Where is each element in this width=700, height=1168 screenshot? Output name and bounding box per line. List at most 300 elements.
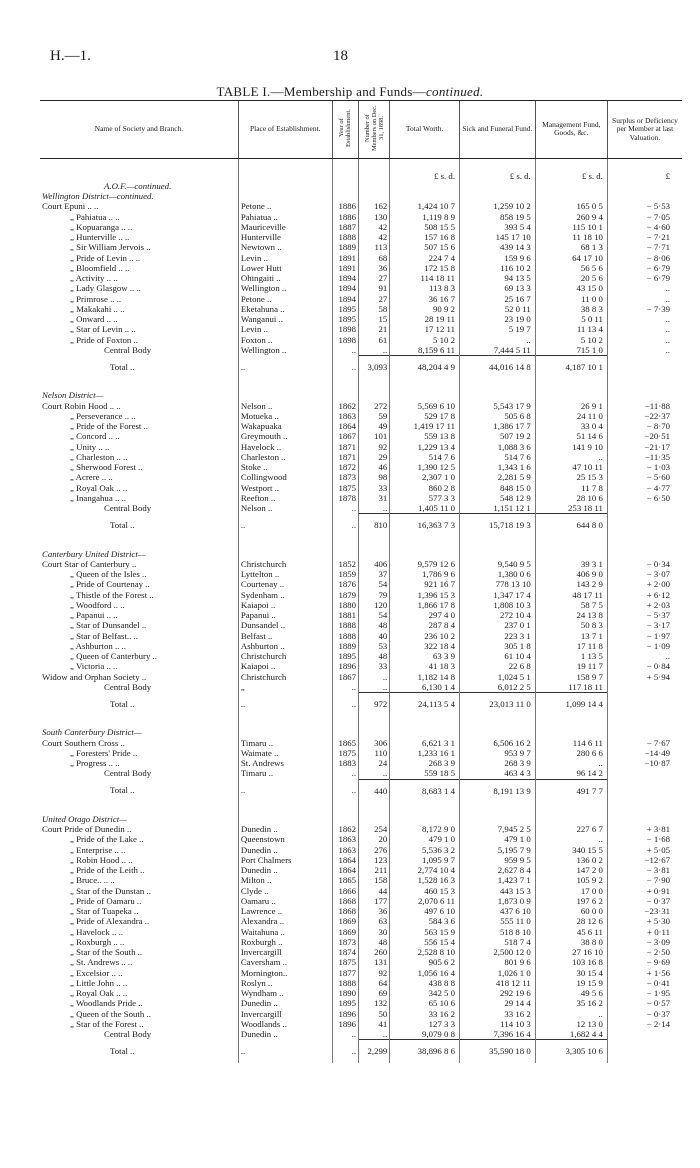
total-worth: 113 8 3 (390, 283, 460, 293)
society-name: „ Little John .. .. (70, 977, 128, 988)
district-heading-blank (332, 715, 358, 737)
members: 406 (359, 559, 390, 569)
members: .. (359, 1029, 390, 1040)
table-row (40, 1009, 682, 1019)
year: 1862 (332, 401, 358, 411)
total-row (40, 1040, 682, 1063)
total-worth: 114 18 11 (390, 273, 460, 283)
surplus (607, 1029, 682, 1040)
surplus: − 0·37 (607, 896, 682, 906)
total-worth: 157 16 8 (390, 232, 460, 242)
members: 92 (359, 442, 390, 452)
district-heading-blank (607, 378, 682, 400)
total-worth: 1,405 11 0 (390, 503, 460, 514)
society-name: „ Enterprise .. .. (70, 844, 126, 855)
sick-fund: 1,151 12 1 (460, 503, 536, 514)
surplus (607, 1040, 682, 1063)
place: Westport .. (238, 483, 332, 493)
place: Lower Hutt (238, 263, 332, 273)
society-name: Central Body (104, 503, 152, 513)
sick-fund: 1,808 10 3 (460, 600, 536, 610)
district-heading-row (40, 802, 682, 824)
place: Dunsandel .. (238, 620, 332, 630)
year: 1883 (332, 758, 358, 768)
surplus: − 7·21 (607, 232, 682, 242)
society-name: Central Body (104, 344, 152, 355)
society-name: „ Pride of the Forest .. (70, 421, 148, 431)
society-name: „ Pride of Oamaru .. (70, 895, 142, 906)
year: 1864 (332, 855, 358, 865)
year: 1863 (332, 845, 358, 855)
total-worth: 16,363 7 3 (390, 514, 460, 537)
surplus (607, 682, 682, 693)
society-name: „ Star of Tuapeka .. (70, 906, 139, 916)
management-fund: 4,187 10 1 (535, 356, 607, 379)
table-row (40, 845, 682, 855)
place: Belfast .. (238, 631, 332, 641)
table-row (40, 641, 682, 651)
place: Caversham .. (238, 957, 332, 967)
sick-fund: 514 7 6 (460, 452, 536, 462)
table-row (40, 335, 682, 345)
year: 1875 (332, 748, 358, 758)
year: 1888 (332, 978, 358, 988)
society-name: „ Onward .. .. (70, 314, 118, 324)
management-fund: 117 18 11 (535, 682, 607, 693)
table-row (40, 431, 682, 441)
management-fund: 26 9 1 (535, 401, 607, 411)
year: 1869 (332, 916, 358, 926)
society-name: „ Hunterville .. .. (70, 232, 130, 242)
sick-fund: 145 17 10 (460, 232, 536, 242)
members: 54 (359, 610, 390, 620)
district-heading-blank (238, 802, 332, 824)
place: Wellington .. (238, 345, 332, 356)
year: 1880 (332, 600, 358, 610)
year: 1868 (332, 906, 358, 916)
management-fund: 141 9 10 (535, 442, 607, 452)
society-name: „ Pride of Alexandra .. (70, 916, 150, 927)
place: Pahiatua .. (238, 212, 332, 222)
year: 1894 (332, 294, 358, 304)
management-fund: 28 10 6 (535, 493, 607, 503)
place: Queenstown (238, 834, 332, 844)
place: Roxburgh .. (238, 937, 332, 947)
col-header-place: Place of Establishment. (238, 101, 332, 159)
members: 44 (359, 886, 390, 896)
table-title-main: TABLE I.—Membership and Funds— (216, 84, 426, 99)
society-name: „ Queen of the South .. (70, 1008, 151, 1019)
district-heading: Nelson District— (42, 390, 104, 401)
members: 36 (359, 263, 390, 273)
table-row (40, 590, 682, 600)
management-fund: 260 9 4 (535, 212, 607, 222)
society-name: „ Charleston .. .. (70, 451, 128, 462)
sick-fund: 548 12 9 (460, 493, 536, 503)
sick-fund: 507 19 2 (460, 431, 536, 441)
year: 1888 (332, 232, 358, 242)
district-heading-blank (607, 191, 682, 201)
management-fund: 24 13 8 (535, 610, 607, 620)
members: 58 (359, 304, 390, 314)
table-row (40, 294, 682, 304)
society-name: „ Star of the South .. (70, 947, 143, 957)
place: Wanganui .. (238, 314, 332, 324)
surplus: − 3·09 (607, 937, 682, 947)
total-worth: 559 18 5 (390, 768, 460, 779)
management-fund: .. (535, 758, 607, 768)
surplus: −12·67 (607, 855, 682, 865)
district-heading-blank (238, 191, 332, 201)
col-header-management: Management Fund, Goods, &c. (535, 101, 607, 159)
total-worth: 268 3 9 (390, 758, 460, 768)
year: 1881 (332, 610, 358, 620)
page-header-code: H.—1. (50, 48, 91, 64)
year: 1886 (332, 201, 358, 211)
table-row (40, 201, 682, 211)
society-name: „ Sir William Jervois .. (70, 242, 151, 253)
district-heading-blank (359, 802, 390, 824)
society-name: „ Woodlands Pride .. (70, 998, 143, 1009)
society-name: „ St. Andrews .. .. (70, 957, 133, 968)
total-worth: 1,528 16 3 (390, 875, 460, 885)
place: Ashburton .. (238, 641, 332, 651)
table-row (40, 896, 682, 906)
table-row (40, 738, 682, 748)
unit-label: £ (607, 158, 682, 181)
place: Invercargill (238, 947, 332, 957)
management-fund: 143 2 9 (535, 579, 607, 589)
members: 59 (359, 411, 390, 421)
management-fund: 96 14 2 (535, 768, 607, 779)
place: Clyde .. (238, 886, 332, 896)
year: 1886 (332, 212, 358, 222)
management-fund: .. (535, 452, 607, 462)
sick-fund: 94 13 5 (460, 273, 536, 283)
surplus: − 0·37 (607, 1009, 682, 1019)
district-heading-blank (390, 191, 460, 201)
year: .. (332, 1029, 358, 1040)
unit-empty (40, 158, 238, 181)
year: 1863 (332, 411, 358, 421)
sick-fund: 69 13 3 (460, 283, 536, 293)
total-worth: 287 8 4 (390, 620, 460, 630)
col-header-year (332, 101, 358, 159)
society-name: Total .. (110, 785, 135, 795)
sick-fund: 5 19 7 (460, 324, 536, 334)
place: Newtown .. (238, 242, 332, 252)
table-row (40, 273, 682, 283)
total-worth: 1,233 16 1 (390, 748, 460, 758)
year: .. (332, 514, 358, 537)
surplus (607, 768, 682, 779)
surplus: −10·87 (607, 758, 682, 768)
surplus: + 2·03 (607, 600, 682, 610)
place: Papanui .. (238, 610, 332, 620)
year: 1891 (332, 263, 358, 273)
total-worth: 460 15 3 (390, 886, 460, 896)
members: 79 (359, 590, 390, 600)
society-name: Central Body (104, 681, 152, 692)
management-fund: 20 5 6 (535, 273, 607, 283)
table-row (40, 569, 682, 579)
table-row (40, 503, 682, 514)
table-row (40, 314, 682, 324)
total-worth: 224 7 4 (390, 253, 460, 263)
district-heading-blank (535, 715, 607, 737)
place: Alexandra .. (238, 916, 332, 926)
management-fund: 197 6 2 (535, 896, 607, 906)
year: 1873 (332, 937, 358, 947)
management-fund: 105 9 2 (535, 875, 607, 885)
district-heading-blank (607, 537, 682, 559)
district-heading-blank (238, 378, 332, 400)
management-fund: 30 15 4 (535, 968, 607, 978)
year: 1888 (332, 631, 358, 641)
members: .. (359, 682, 390, 693)
management-fund: 114 6 11 (535, 738, 607, 748)
management-fund: 227 6 7 (535, 824, 607, 834)
sick-fund: 518 7 4 (460, 937, 536, 947)
society-name: Court Southern Cross .. (42, 737, 125, 748)
sick-fund: 858 19 5 (460, 212, 536, 222)
district-heading-blank (390, 378, 460, 400)
place: Mauriceville (238, 222, 332, 232)
members: 276 (359, 845, 390, 855)
total-worth: 9,079 0 8 (390, 1029, 460, 1040)
members: 36 (359, 906, 390, 916)
surplus: − 7·67 (607, 738, 682, 748)
society-name: „ Havelock .. .. (70, 926, 124, 937)
total-worth: 8,172 9 0 (390, 824, 460, 834)
society-name: „ Ashburton .. .. (70, 640, 126, 651)
total-worth: 172 15 8 (390, 263, 460, 273)
sick-fund: 23 19 0 (460, 314, 536, 324)
society-name: Central Body (104, 768, 152, 779)
management-fund: 5 0 11 (535, 314, 607, 324)
total-worth: 6,130 1 4 (390, 682, 460, 693)
district-heading-blank (460, 537, 536, 559)
table-row (40, 212, 682, 222)
society-name: „ Star of Levin .. .. (70, 324, 136, 335)
table-row (40, 324, 682, 334)
year: 1896 (332, 1019, 358, 1029)
surplus: .. (607, 335, 682, 345)
table-row (40, 672, 682, 682)
col-header-year-text: Year of Establishment. (338, 109, 353, 147)
total-worth: 507 15 6 (390, 242, 460, 252)
sick-fund: 1,347 17 4 (460, 590, 536, 600)
year: 1869 (332, 927, 358, 937)
total-worth: 28 19 11 (390, 314, 460, 324)
sick-fund: 7,945 2 5 (460, 824, 536, 834)
place: Sydenham .. (238, 590, 332, 600)
year: 1863 (332, 834, 358, 844)
surplus: − 7·71 (607, 242, 682, 252)
surplus: − 3·07 (607, 569, 682, 579)
management-fund: 35 16 2 (535, 998, 607, 1008)
society-name: „ Queen of the Isles .. (70, 569, 147, 579)
table-row (40, 493, 682, 503)
management-fund: 60 0 0 (535, 906, 607, 916)
sick-fund: 159 9 6 (460, 253, 536, 263)
society-name: Total .. (110, 698, 135, 709)
society-name: „ Lady Glasgow .. .. (70, 283, 141, 294)
col-header-name: Name of Society and Branch. (40, 101, 238, 159)
management-fund: 253 18 11 (535, 503, 607, 514)
management-fund: 50 8 3 (535, 620, 607, 630)
year: 1898 (332, 335, 358, 345)
members: 20 (359, 834, 390, 844)
table-row (40, 988, 682, 998)
table-row (40, 682, 682, 693)
surplus: .. (607, 314, 682, 324)
sick-fund: 463 4 3 (460, 768, 536, 779)
place: Milton .. (238, 875, 332, 885)
place: Waitahuna .. (238, 927, 332, 937)
management-fund: 17 0 0 (535, 886, 607, 896)
sick-fund: 29 14 4 (460, 998, 536, 1008)
management-fund: 56 5 6 (535, 263, 607, 273)
place: Dunedin .. (238, 998, 332, 1008)
management-fund: 115 10 1 (535, 222, 607, 232)
surplus: −21·17 (607, 442, 682, 452)
society-name: „ Woodford .. .. (70, 599, 125, 610)
year: .. (332, 779, 358, 802)
total-worth: 65 10 6 (390, 998, 460, 1008)
district-heading-blank (390, 802, 460, 824)
surplus: − 2·14 (607, 1019, 682, 1029)
surplus: + 0·11 (607, 927, 682, 937)
sick-fund: 848 15 0 (460, 483, 536, 493)
district-heading-blank (332, 537, 358, 559)
management-fund: 280 6 6 (535, 748, 607, 758)
total-row (40, 779, 682, 802)
place: Wyndham .. (238, 988, 332, 998)
district-heading-blank (359, 537, 390, 559)
management-fund: 51 14 6 (535, 431, 607, 441)
surplus: .. (607, 324, 682, 334)
place: Petone .. (238, 294, 332, 304)
table-row (40, 957, 682, 967)
society-name: „ Pride of the Leith .. (70, 865, 145, 875)
society-name: Total .. (110, 519, 135, 530)
management-fund: 1,682 4 4 (535, 1029, 607, 1040)
management-fund: 1 13 5 (535, 651, 607, 661)
district-heading-blank (390, 715, 460, 737)
sick-fund: 555 11 0 (460, 916, 536, 926)
total-worth: 236 10 2 (390, 631, 460, 641)
society-name: „ Roxburgh .. .. (70, 936, 125, 947)
members: 98 (359, 472, 390, 482)
table-row (40, 559, 682, 569)
sick-fund: 443 15 3 (460, 886, 536, 896)
total-worth: 48,204 4 9 (390, 356, 460, 379)
district-heading-blank (332, 378, 358, 400)
members: 440 (359, 779, 390, 802)
total-row (40, 356, 682, 379)
district-heading-blank (460, 378, 536, 400)
year: .. (332, 345, 358, 356)
district-heading: United Otago District— (42, 813, 128, 824)
table-header-row (40, 101, 682, 159)
sick-fund: 1,873 0 9 (460, 896, 536, 906)
district-heading-blank (390, 181, 460, 191)
surplus: + 5·30 (607, 916, 682, 926)
table-row (40, 834, 682, 844)
total-worth: 90 9 2 (390, 304, 460, 314)
surplus: − 5·53 (607, 201, 682, 211)
members: 48 (359, 937, 390, 947)
place: Nelson .. (238, 401, 332, 411)
members: 132 (359, 998, 390, 1008)
place: Motueka .. (238, 411, 332, 421)
district-heading-blank (607, 715, 682, 737)
place: Christchurch (238, 559, 332, 569)
place: .. (238, 1040, 332, 1063)
district-heading-blank (359, 715, 390, 737)
place: .. (238, 693, 332, 716)
society-name: Court Robin Hood .. .. (42, 400, 121, 411)
year: 1871 (332, 452, 358, 462)
surplus: − 1·03 (607, 462, 682, 472)
place: St. Andrews (238, 758, 332, 768)
sick-fund: 61 10 4 (460, 651, 536, 661)
sick-fund: 237 0 1 (460, 620, 536, 630)
members: 162 (359, 201, 390, 211)
district-heading-blank (460, 181, 536, 191)
society-name: „ Star of the Dunstan .. (70, 885, 151, 896)
members: .. (359, 768, 390, 779)
total-worth: 2,774 10 4 (390, 865, 460, 875)
total-worth: 41 18 3 (390, 661, 460, 671)
society-name: „ Pride of Levin .. .. (70, 252, 141, 263)
society-name: Total .. (110, 1045, 135, 1056)
year: .. (332, 356, 358, 379)
year: 1852 (332, 559, 358, 569)
society-name: „ Royal Oak .. .. (70, 988, 128, 998)
place: Wakapuaka (238, 421, 332, 431)
management-fund: 340 15 5 (535, 845, 607, 855)
year: 1873 (332, 472, 358, 482)
year: .. (332, 768, 358, 779)
table-row (40, 968, 682, 978)
total-worth: 5,536 3 2 (390, 845, 460, 855)
management-fund: 49 5 6 (535, 988, 607, 998)
sick-fund: 959 9 5 (460, 855, 536, 865)
management-fund: 491 7 7 (535, 779, 607, 802)
total-row (40, 693, 682, 716)
year: 1895 (332, 314, 358, 324)
management-fund: 11 0 0 (535, 294, 607, 304)
management-fund: 11 7 8 (535, 483, 607, 493)
society-name: „ Victoria .. .. (70, 661, 118, 672)
members: 21 (359, 324, 390, 334)
total-worth: 322 18 4 (390, 641, 460, 651)
sick-fund: 223 3 1 (460, 631, 536, 641)
place: Collingwood (238, 472, 332, 482)
surplus: − 8·06 (607, 253, 682, 263)
society-name: Total .. (110, 361, 135, 372)
society-name: „ Bloomfield .. .. (70, 262, 130, 273)
total-worth: 497 6 10 (390, 906, 460, 916)
units-row (40, 158, 682, 181)
year: 1866 (332, 886, 358, 896)
sick-fund: 7,396 16 4 (460, 1029, 536, 1040)
sick-fund: 114 10 3 (460, 1019, 536, 1029)
sick-fund: 305 1 8 (460, 641, 536, 651)
management-fund: 38 8 0 (535, 937, 607, 947)
